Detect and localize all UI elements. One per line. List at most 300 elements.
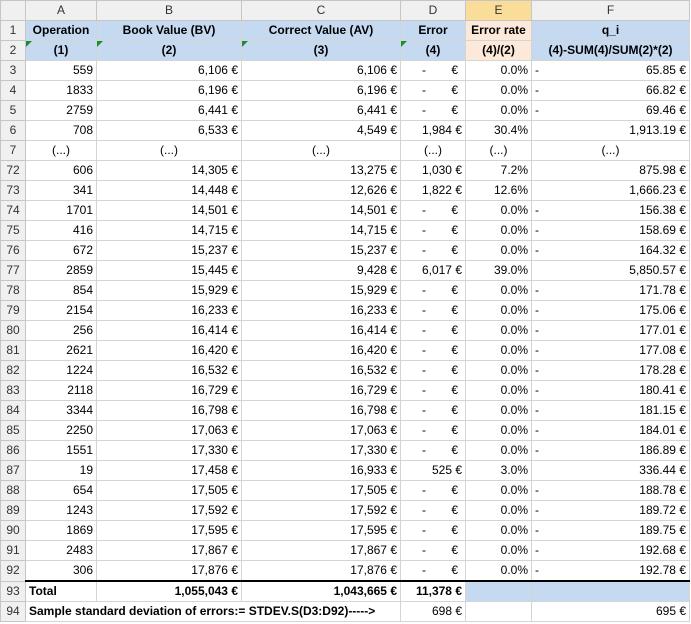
qi-value: 192.68 €	[639, 543, 686, 557]
cell-error[interactable]	[401, 421, 466, 441]
table-row	[1, 321, 690, 341]
cell-correct-value[interactable]: 16,933 €	[242, 461, 401, 481]
cell-error-rate[interactable]: 0.0%	[466, 61, 532, 81]
cell-error[interactable]	[401, 401, 466, 421]
row-header[interactable]: 79	[1, 301, 26, 321]
cell-correct-value[interactable]: 17,595 €	[242, 521, 401, 541]
cell-error[interactable]	[401, 201, 466, 221]
qi-value: 65.85 €	[645, 63, 686, 77]
cell-book-value[interactable]: 16,798 €	[97, 401, 242, 421]
qi-value: 178.28 €	[639, 363, 686, 377]
cell-qi[interactable]	[532, 541, 690, 561]
cell-book-value[interactable]: 16,729 €	[97, 381, 242, 401]
cell-operation[interactable]: 306	[26, 561, 97, 582]
error-dash: -	[422, 303, 426, 317]
cell-book-value[interactable]: 17,505 €	[97, 481, 242, 501]
error-dash: -	[422, 363, 426, 377]
cell-error-rate[interactable]: 0.0%	[466, 541, 532, 561]
row-header[interactable]: 87	[1, 461, 26, 481]
qi-value: 192.78 €	[639, 563, 686, 577]
cell-header-book-value[interactable]: Book Value (BV)	[97, 21, 242, 41]
cell-qi[interactable]	[532, 501, 690, 521]
cell-error-rate[interactable]: 0.0%	[466, 561, 532, 582]
cell-qi[interactable]	[532, 241, 690, 261]
cell-qi[interactable]	[532, 481, 690, 501]
table-row	[1, 121, 690, 141]
cell-qi[interactable]	[532, 181, 690, 201]
cell-error[interactable]	[401, 561, 466, 582]
cell-book-value[interactable]: 16,420 €	[97, 341, 242, 361]
error-zero-value	[404, 481, 462, 500]
cell-formula-3[interactable]: (3)	[242, 41, 401, 61]
cell-error[interactable]	[401, 81, 466, 101]
cell-error-rate[interactable]: 7.2%	[466, 161, 532, 181]
cell-operation[interactable]: 559	[26, 61, 97, 81]
cell-correct-value[interactable]: 17,330 €	[242, 441, 401, 461]
column-header-b[interactable]: B	[97, 1, 242, 21]
error-dash: -	[422, 563, 426, 577]
cell-error-rate[interactable]: 0.0%	[466, 101, 532, 121]
cell-book-value[interactable]: 14,448 €	[97, 181, 242, 201]
cell-error-rate[interactable]: 3.0%	[466, 461, 532, 481]
error-dash: -	[422, 243, 426, 257]
cell-operation[interactable]: 2621	[26, 341, 97, 361]
column-header-c[interactable]: C	[242, 1, 401, 21]
euro-sign: €	[451, 83, 458, 97]
column-header-a[interactable]: A	[26, 1, 97, 21]
cell-qi[interactable]	[532, 261, 690, 281]
header-row-2	[1, 41, 690, 61]
qi-value: 177.08 €	[639, 343, 686, 357]
cell-correct-value[interactable]: 17,505 €	[242, 481, 401, 501]
cell-qi[interactable]	[532, 401, 690, 421]
negative-sign: -	[535, 83, 539, 97]
cell-book-value[interactable]: 16,532 €	[97, 361, 242, 381]
row-header[interactable]: 5	[1, 101, 26, 121]
cell-error-rate[interactable]: 0.0%	[466, 321, 532, 341]
cell-error[interactable]	[401, 61, 466, 81]
cell-error[interactable]	[401, 541, 466, 561]
cell-correct-value[interactable]: (...)	[242, 141, 401, 161]
qi-value: 66.82 €	[645, 83, 686, 97]
cell-book-value[interactable]: 6,196 €	[97, 81, 242, 101]
qi-value: 1,666.23 €	[629, 183, 686, 197]
cell-book-value[interactable]: 16,414 €	[97, 321, 242, 341]
cell-error[interactable]	[401, 241, 466, 261]
cell-error-rate[interactable]: 0.0%	[466, 301, 532, 321]
error-zero-value	[404, 61, 462, 80]
cell-operation[interactable]: 1869	[26, 521, 97, 541]
qi-value: 189.75 €	[639, 523, 686, 537]
cell-book-value[interactable]: 14,715 €	[97, 221, 242, 241]
cell-operation[interactable]: 1551	[26, 441, 97, 461]
cell-correct-value[interactable]: 14,715 €	[242, 221, 401, 241]
cell-error[interactable]	[401, 481, 466, 501]
cell-error[interactable]	[401, 341, 466, 361]
cell-error[interactable]	[401, 381, 466, 401]
cell-operation[interactable]: 19	[26, 461, 97, 481]
cell-stdev-qi[interactable]: 695 €	[532, 602, 690, 622]
cell-qi[interactable]	[532, 441, 690, 461]
cell-error[interactable]	[401, 501, 466, 521]
cell-operation[interactable]: (...)	[26, 141, 97, 161]
negative-sign: -	[535, 63, 539, 77]
negative-sign: -	[535, 103, 539, 117]
row-header[interactable]: 92	[1, 561, 26, 582]
cell-qi[interactable]	[532, 361, 690, 381]
cell-correct-value[interactable]: 17,867 €	[242, 541, 401, 561]
stdev-row	[1, 602, 690, 622]
cell-qi[interactable]	[532, 141, 690, 161]
row-header[interactable]: 85	[1, 421, 26, 441]
cell-error[interactable]	[401, 441, 466, 461]
column-header-e[interactable]: E	[466, 1, 532, 21]
cell-total-qi[interactable]	[532, 581, 690, 602]
row-header[interactable]: 84	[1, 401, 26, 421]
cell-stdev-empty[interactable]	[466, 602, 532, 622]
cell-formula-rate[interactable]: (4)/(2)	[466, 41, 532, 61]
table-row	[1, 161, 690, 181]
row-header[interactable]: 78	[1, 281, 26, 301]
cell-error[interactable]	[401, 281, 466, 301]
cell-book-value[interactable]: 6,533 €	[97, 121, 242, 141]
cell-formula-qi[interactable]: (4)-SUM(4)/SUM(2)*(2)	[532, 41, 690, 61]
negative-sign: -	[535, 403, 539, 417]
error-zero-value	[404, 101, 462, 120]
row-header[interactable]: 81	[1, 341, 26, 361]
cell-book-value[interactable]: (...)	[97, 141, 242, 161]
negative-sign: -	[535, 443, 539, 457]
cell-total-error[interactable]: 11,378 €	[401, 581, 466, 602]
error-zero-value	[404, 381, 462, 400]
table-row	[1, 181, 690, 201]
cell-error[interactable]: 525 €	[401, 461, 466, 481]
cell-qi[interactable]	[532, 301, 690, 321]
cell-total-book-value[interactable]: 1,055,043 €	[97, 581, 242, 602]
cell-qi[interactable]	[532, 421, 690, 441]
cell-total-correct-value[interactable]: 1,043,665 €	[242, 581, 401, 602]
cell-error-rate[interactable]: 0.0%	[466, 341, 532, 361]
qi-value: 175.06 €	[639, 303, 686, 317]
cell-operation[interactable]: 2859	[26, 261, 97, 281]
error-zero-value	[404, 521, 462, 540]
cell-error-rate[interactable]: 0.0%	[466, 361, 532, 381]
cell-qi[interactable]	[532, 161, 690, 181]
negative-sign: -	[535, 423, 539, 437]
cell-header-error-rate[interactable]: Error rate	[466, 21, 532, 41]
error-dash: -	[422, 83, 426, 97]
cell-book-value[interactable]: 16,233 €	[97, 301, 242, 321]
cell-correct-value[interactable]: 16,798 €	[242, 401, 401, 421]
total-row	[1, 581, 690, 602]
cell-correct-value[interactable]: 16,532 €	[242, 361, 401, 381]
row-header[interactable]: 82	[1, 361, 26, 381]
cell-error-rate[interactable]: 0.0%	[466, 481, 532, 501]
row-header[interactable]: 76	[1, 241, 26, 261]
cell-operation[interactable]: 3344	[26, 401, 97, 421]
column-header-d[interactable]: D	[401, 1, 466, 21]
cell-error[interactable]: 1,030 €	[401, 161, 466, 181]
error-zero-value	[404, 341, 462, 360]
cell-correct-value[interactable]: 17,876 €	[242, 561, 401, 582]
cell-correct-value[interactable]: 12,626 €	[242, 181, 401, 201]
error-dash: -	[422, 343, 426, 357]
table-row	[1, 401, 690, 421]
qi-value: 875.98 €	[639, 163, 686, 177]
euro-sign: €	[451, 103, 458, 117]
cell-error-rate[interactable]: 0.0%	[466, 201, 532, 221]
cell-qi[interactable]	[532, 381, 690, 401]
cell-header-operation[interactable]: Operation	[26, 21, 97, 41]
row-header[interactable]: 88	[1, 481, 26, 501]
cell-operation[interactable]: 1833	[26, 81, 97, 101]
qi-value: 189.72 €	[639, 503, 686, 517]
error-zero-value	[404, 321, 462, 340]
column-header-f[interactable]: F	[532, 1, 690, 21]
table-row	[1, 261, 690, 281]
cell-error-rate[interactable]: 0.0%	[466, 81, 532, 101]
cell-operation[interactable]: 708	[26, 121, 97, 141]
cell-error[interactable]: (...)	[401, 141, 466, 161]
negative-sign: -	[535, 323, 539, 337]
error-zero-value	[404, 441, 462, 460]
cell-stdev-label[interactable]: Sample standard deviation of errors:= STDEV.S(D3:D92)----->	[26, 602, 401, 622]
cell-book-value[interactable]: 17,867 €	[97, 541, 242, 561]
row-header[interactable]: 4	[1, 81, 26, 101]
cell-error-rate[interactable]: 0.0%	[466, 381, 532, 401]
row-header[interactable]: 3	[1, 61, 26, 81]
cell-error[interactable]	[401, 321, 466, 341]
cell-error[interactable]	[401, 101, 466, 121]
cell-formula-4[interactable]: (4)	[401, 41, 466, 61]
error-zero-value	[404, 501, 462, 520]
qi-value: 164.32 €	[639, 243, 686, 257]
cell-operation[interactable]: 654	[26, 481, 97, 501]
cell-correct-value[interactable]: 9,428 €	[242, 261, 401, 281]
cell-error-rate[interactable]: 0.0%	[466, 281, 532, 301]
cell-error[interactable]: 6,017 €	[401, 261, 466, 281]
cell-formula-2[interactable]: (2)	[97, 41, 242, 61]
cell-stdev-error[interactable]: 698 €	[401, 602, 466, 622]
error-dash: -	[422, 543, 426, 557]
row-header[interactable]: 73	[1, 181, 26, 201]
error-dash: -	[422, 483, 426, 497]
cell-book-value[interactable]: 6,441 €	[97, 101, 242, 121]
cell-book-value[interactable]: 17,592 €	[97, 501, 242, 521]
negative-sign: -	[535, 483, 539, 497]
qi-value: 181.15 €	[639, 403, 686, 417]
row-header[interactable]: 80	[1, 321, 26, 341]
row-header[interactable]: 94	[1, 602, 26, 622]
cell-operation[interactable]: 1243	[26, 501, 97, 521]
cell-error-rate[interactable]: 0.0%	[466, 221, 532, 241]
euro-sign: €	[451, 363, 458, 377]
select-all-corner[interactable]	[1, 1, 26, 21]
negative-sign: -	[535, 543, 539, 557]
qi-value: (...)	[601, 143, 620, 157]
cell-error[interactable]	[401, 521, 466, 541]
cell-qi[interactable]	[532, 341, 690, 361]
cell-operation[interactable]: 256	[26, 321, 97, 341]
cell-qi[interactable]	[532, 561, 690, 582]
cell-error-rate[interactable]: 0.0%	[466, 521, 532, 541]
error-zero-value	[404, 361, 462, 380]
cell-operation[interactable]: 672	[26, 241, 97, 261]
cell-qi[interactable]	[532, 121, 690, 141]
table-row	[1, 381, 690, 401]
row-header[interactable]: 1	[1, 21, 26, 41]
cell-qi[interactable]	[532, 521, 690, 541]
euro-sign: €	[451, 503, 458, 517]
cell-qi[interactable]	[532, 61, 690, 81]
row-header[interactable]: 93	[1, 581, 26, 602]
cell-book-value[interactable]: 17,876 €	[97, 561, 242, 582]
cell-operation[interactable]: 2118	[26, 381, 97, 401]
cell-qi[interactable]	[532, 321, 690, 341]
error-zero-value	[404, 241, 462, 260]
table-row	[1, 501, 690, 521]
cell-book-value[interactable]: 6,106 €	[97, 61, 242, 81]
cell-correct-value[interactable]: 4,549 €	[242, 121, 401, 141]
cell-error-rate[interactable]: 30.4%	[466, 121, 532, 141]
cell-book-value[interactable]: 17,330 €	[97, 441, 242, 461]
negative-sign: -	[535, 223, 539, 237]
cell-error-rate[interactable]: 0.0%	[466, 441, 532, 461]
cell-correct-value[interactable]: 13,275 €	[242, 161, 401, 181]
table-row	[1, 301, 690, 321]
cell-book-value[interactable]: 15,237 €	[97, 241, 242, 261]
cell-operation[interactable]: 2154	[26, 301, 97, 321]
negative-sign: -	[535, 503, 539, 517]
cell-error-rate[interactable]: 0.0%	[466, 501, 532, 521]
cell-correct-value[interactable]: 16,414 €	[242, 321, 401, 341]
header-row-1	[1, 21, 690, 41]
cell-correct-value[interactable]: 6,196 €	[242, 81, 401, 101]
table-row	[1, 481, 690, 501]
row-header[interactable]: 7	[1, 141, 26, 161]
cell-operation[interactable]: 2483	[26, 541, 97, 561]
euro-sign: €	[451, 303, 458, 317]
cell-book-value[interactable]: 15,445 €	[97, 261, 242, 281]
cell-correct-value[interactable]: 16,233 €	[242, 301, 401, 321]
cell-operation[interactable]: 2250	[26, 421, 97, 441]
cell-qi[interactable]	[532, 281, 690, 301]
row-header[interactable]: 86	[1, 441, 26, 461]
cell-error[interactable]	[401, 221, 466, 241]
cell-qi[interactable]	[532, 81, 690, 101]
cell-total-error-rate[interactable]	[466, 581, 532, 602]
cell-qi[interactable]	[532, 201, 690, 221]
cell-error[interactable]: 1,984 €	[401, 121, 466, 141]
cell-correct-value[interactable]: 16,420 €	[242, 341, 401, 361]
cell-correct-value[interactable]: 17,063 €	[242, 421, 401, 441]
cell-book-value[interactable]: 14,501 €	[97, 201, 242, 221]
cell-error-rate[interactable]: 39.0%	[466, 261, 532, 281]
cell-total-label[interactable]: Total	[26, 581, 97, 602]
cell-book-value[interactable]: 17,458 €	[97, 461, 242, 481]
euro-sign: €	[451, 403, 458, 417]
cell-error-rate[interactable]: 0.0%	[466, 241, 532, 261]
cell-qi[interactable]	[532, 101, 690, 121]
table-row	[1, 561, 690, 582]
cell-correct-value[interactable]: 15,929 €	[242, 281, 401, 301]
error-dash: -	[422, 323, 426, 337]
cell-error-rate[interactable]: (...)	[466, 141, 532, 161]
cell-operation[interactable]: 854	[26, 281, 97, 301]
qi-value: 69.46 €	[645, 103, 686, 117]
cell-error[interactable]	[401, 361, 466, 381]
table-row	[1, 341, 690, 361]
table-row	[1, 521, 690, 541]
cell-book-value[interactable]: 15,929 €	[97, 281, 242, 301]
cell-header-correct-value[interactable]: Correct Value (AV)	[242, 21, 401, 41]
euro-sign: €	[451, 543, 458, 557]
row-header[interactable]: 89	[1, 501, 26, 521]
cell-book-value[interactable]: 14,305 €	[97, 161, 242, 181]
euro-sign: €	[451, 63, 458, 77]
error-zero-value	[404, 201, 462, 220]
cell-error-rate[interactable]: 0.0%	[466, 401, 532, 421]
cell-operation[interactable]: 606	[26, 161, 97, 181]
qi-value: 188.78 €	[639, 483, 686, 497]
cell-qi[interactable]	[532, 461, 690, 481]
cell-correct-value[interactable]: 17,592 €	[242, 501, 401, 521]
cell-correct-value[interactable]: 14,501 €	[242, 201, 401, 221]
error-dash: -	[422, 423, 426, 437]
cell-error-rate[interactable]: 12.6%	[466, 181, 532, 201]
table-row	[1, 461, 690, 481]
row-header[interactable]: 6	[1, 121, 26, 141]
error-zero-value	[404, 421, 462, 440]
euro-sign: €	[451, 383, 458, 397]
euro-sign: €	[451, 523, 458, 537]
cell-book-value[interactable]: 17,063 €	[97, 421, 242, 441]
cell-operation[interactable]: 416	[26, 221, 97, 241]
cell-operation[interactable]: 1701	[26, 201, 97, 221]
row-header[interactable]: 90	[1, 521, 26, 541]
cell-qi[interactable]	[532, 221, 690, 241]
row-header[interactable]: 74	[1, 201, 26, 221]
cell-book-value[interactable]: 17,595 €	[97, 521, 242, 541]
cell-error-rate[interactable]: 0.0%	[466, 421, 532, 441]
cell-operation[interactable]: 341	[26, 181, 97, 201]
row-header[interactable]: 77	[1, 261, 26, 281]
table-row	[1, 241, 690, 261]
row-header[interactable]: 75	[1, 221, 26, 241]
row-header[interactable]: 91	[1, 541, 26, 561]
cell-error[interactable]	[401, 301, 466, 321]
row-header[interactable]: 72	[1, 161, 26, 181]
negative-sign: -	[535, 203, 539, 217]
cell-correct-value[interactable]: 6,106 €	[242, 61, 401, 81]
cell-header-error[interactable]: Error	[401, 21, 466, 41]
error-zero-value	[404, 281, 462, 300]
cell-correct-value[interactable]: 15,237 €	[242, 241, 401, 261]
cell-operation[interactable]: 2759	[26, 101, 97, 121]
error-zero-value	[404, 81, 462, 100]
qi-value: 177.01 €	[639, 323, 686, 337]
cell-correct-value[interactable]: 6,441 €	[242, 101, 401, 121]
cell-formula-1[interactable]: (1)	[26, 41, 97, 61]
cell-correct-value[interactable]: 16,729 €	[242, 381, 401, 401]
cell-header-qi[interactable]: q_i	[532, 21, 690, 41]
qi-value: 158.69 €	[639, 223, 686, 237]
row-header[interactable]: 2	[1, 41, 26, 61]
cell-error[interactable]: 1,822 €	[401, 181, 466, 201]
cell-operation[interactable]: 1224	[26, 361, 97, 381]
row-header[interactable]: 83	[1, 381, 26, 401]
qi-value: 156.38 €	[639, 203, 686, 217]
